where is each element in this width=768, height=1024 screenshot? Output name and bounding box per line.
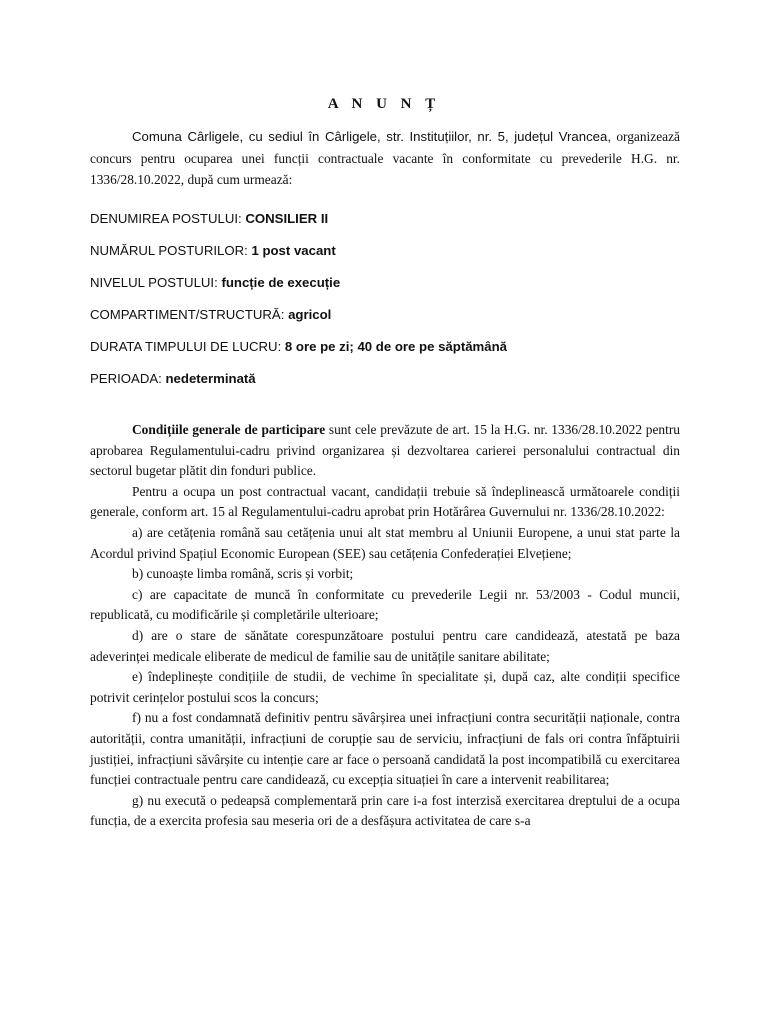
field-durata [90,339,690,354]
field-value: CONSILIER II [245,211,329,226]
condition-item: b) cunoaște limba română, scris și vorbit; [132,566,354,582]
field-label: NUMĂRUL POSTURILOR: [90,243,248,258]
condition-item: g) nu execută o pedeapsă complementară prin care i-a fost interzisă exercitarea dreptului de a ocupa funcția, de a exercita profesia sau meseria ori de a desfășura activitatea de care s-a [90,792,680,829]
conditions-paragraph: Pentru a ocupa un post contractual vacant, candidații trebuie să îndeplinească următoarele condiții generale, conform art. 15 al Regulamentului-cadru aprobat prin Hotărârea Guvernului nr. 1336/28.10.2022: [90,483,680,520]
field-denumire [90,211,690,226]
field-value: agricol [288,307,332,322]
condition-item: d) are o stare de sănătate corespunzătoare postului pentru care candidează, atestată pe baza adeverinței medicale eliberate de medicul de familie sau de unitățile sanitare abilitate; [90,627,680,664]
condition-item: e) îndeplinește condițiile de studii, de vechime în specialitate și, după caz, alte condiții specifice potrivit cerințelor postului scos la concurs; [90,669,680,705]
condition-item: a) are cetățenia română sau cetățenia unui alt stat membru al Uniunii Europene, a unui stat parte la Acordul privind Spațiul Economic European (SEE) sau cetățenia Confederației Elvețiene; [90,524,680,561]
condition-item: f) nu a fost condamnată definitiv pentru săvârșirea unei infracțiuni contra securității naționale, contra autorității, contra umanității, infracțiuni de corupție sau de serviciu, infracțiuni de fals ori contra înfăptuirii justiției, infracțiuni săvârșite cu intenție care ar face o persoană candidată la post incompatibilă cu exercitarea funcției contractuale pentru care candidează, cu excepția situației în care a intervenit reabilitarea; [90,710,680,788]
intro-paragraph [90,126,680,191]
field-label: NIVELUL POSTULUI: [90,275,218,290]
conditions-intro [90,420,680,482]
field-value: funcție de execuție [221,275,341,290]
field-perioada [90,371,690,386]
field-label: DENUMIREA POSTULUI: [90,211,242,226]
field-label: DURATA TIMPULUI DE LUCRU: [90,339,282,354]
conditions-heading: Condițiile generale de participare [132,422,326,437]
conditions-section [90,420,680,832]
document-title: A N U N Ț [327,96,441,112]
condition-item: c) are capacitate de muncă în conformitate cu prevederile Legii nr. 53/2003 - Codul muncii, republicată, cu modificările și completările ulterioare; [90,586,680,623]
field-value: nedeterminată [165,371,256,386]
field-label: COMPARTIMENT/STRUCTURĂ: [90,307,285,322]
intro-rest: organizează concurs pentru ocuparea unei funcții contractuale vacante în conformitate cu prevederile H.G. nr. 1336/28.10.2022, după cum urmează: [90,129,680,187]
conditions-heading-rest: sunt cele prevăzute de art. 15 la H.G. nr. 1336/28.10.2022 pentru aprobarea Regulamentului-cadru privind organizarea și dezvoltarea carierei personalului contractual din sectorul bugetar plătit din fonduri publice. [90,422,681,479]
field-compartiment [90,307,690,322]
field-label: PERIOADA: [90,371,162,386]
field-value: 1 post vacant [251,243,336,258]
intro-lead: Comuna Cârligele, cu sediul în Cârligele, str. Instituțiilor, nr. 5, județul Vrancea, [132,129,612,144]
field-numar [90,243,690,258]
field-nivel [90,275,690,290]
field-value: 8 ore pe zi; 40 de ore pe săptămână [284,339,507,354]
